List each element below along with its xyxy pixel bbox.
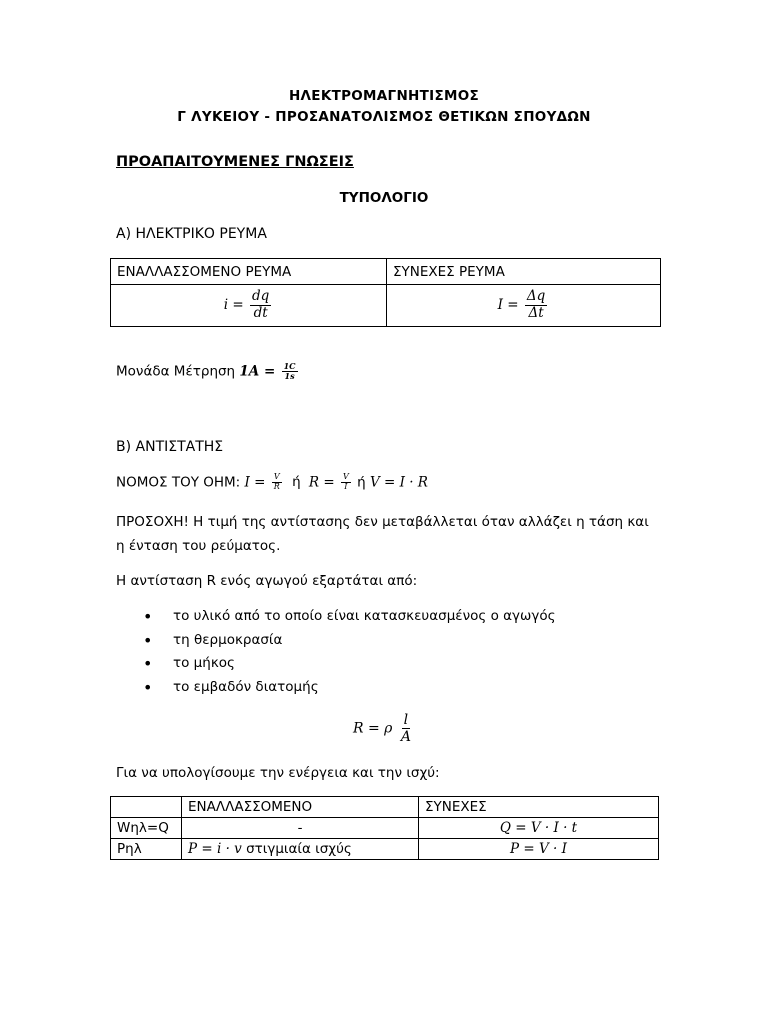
energy-table-header-dc: ΣΥΝΕΧΕΣ — [419, 797, 659, 818]
ohm-formula-2-numerator: V — [343, 472, 349, 481]
energy-table-row-label-energy: Wηλ=Q — [111, 818, 182, 839]
ohm-formula-2-lhs: R = — [308, 474, 335, 491]
ac-current-numerator: dq — [251, 288, 270, 305]
resistance-depends-intro: Η αντίσταση R ενός αγωγού εξαρτάται από: — [116, 573, 418, 589]
unit-lhs: 1A = — [239, 363, 276, 380]
energy-table-corner — [111, 797, 182, 818]
ohm-formula-2-denominator: I — [344, 481, 348, 491]
current-table-ac-formula — [111, 285, 387, 327]
section-a-heading: Α) ΗΛΕΚΤΡΙΚΟ ΡΕΥΜΑ — [116, 226, 267, 242]
document-subtitle: Γ ΛΥΚΕΙΟΥ - ΠΡΟΣΑΝΑΤΟΛΙΣΜΟΣ ΘΕΤΙΚΩΝ ΣΠΟΥΔΩΝ — [177, 109, 591, 125]
energy-table-dc-power: P = V · I — [419, 839, 659, 860]
unit-numerator: 1C — [283, 361, 296, 371]
current-table-header-ac: ΕΝΑΛΛΑΣΣΟΜΕΝΟ ΡΕΥΜΑ — [111, 259, 387, 285]
prerequisites-heading: ΠΡΟΑΠΑΙΤΟΥΜΕΝΕΣ ΓΝΩΣΕΙΣ — [116, 154, 354, 170]
energy-table-row-label-power: Pηλ — [111, 839, 182, 860]
ohm-formula-1-denominator: R — [273, 481, 280, 491]
unit-denominator: 1s — [284, 370, 295, 381]
energy-table-header-ac: ΕΝΑΛΛΑΣΣΟΜΕΝΟ — [182, 797, 419, 818]
current-table — [110, 258, 661, 327]
ac-current-denominator: dt — [253, 305, 268, 321]
resistivity-denominator: A — [400, 729, 411, 746]
unit-line — [116, 362, 300, 381]
document-title: ΗΛΕΚΤΡΟΜΑΓΝΗΤΙΣΜΟΣ — [288, 88, 480, 104]
ohm-formula-1-numerator: V — [273, 472, 280, 481]
ohm-law-line — [116, 473, 428, 492]
section-b-heading: Β) ΑΝΤΙΣΤΑΤΗΣ — [116, 439, 224, 455]
dc-current-lhs: I = — [497, 297, 519, 314]
energy-power-intro: Για να υπολογίσουμε την ενέργεια και την ισχύ: — [116, 765, 440, 781]
unit-label: Μονάδα Μέτρηση — [116, 363, 236, 380]
dc-current-numerator: Δq — [526, 288, 546, 305]
energy-table-ac-power — [182, 839, 419, 860]
or-separator-1: ή — [292, 474, 301, 491]
current-table-header-dc: ΣΥΝΕΧΕΣ ΡΕΥΜΑ — [387, 259, 661, 285]
dc-current-fraction — [525, 289, 547, 321]
ac-current-fraction — [250, 289, 271, 321]
ohm-law-label: ΝΟΜΟΣ ΤΟΥ ΟΗΜ: — [116, 474, 241, 491]
list-item: • το εμβαδόν διατομής — [143, 676, 556, 700]
resistivity-lhs: R = ρ — [353, 720, 393, 737]
ac-power-formula: P = i · v — [188, 841, 242, 857]
resistivity-formula — [0, 712, 768, 745]
resistance-factors-list — [143, 605, 556, 699]
energy-power-table — [110, 796, 659, 860]
resistivity-fraction — [399, 712, 413, 745]
unit-fraction — [282, 362, 298, 381]
list-item: • το υλικό από το οποίο είναι κατασκευασμένος ο αγωγός — [143, 605, 556, 629]
or-separator-2: ή — [357, 474, 366, 491]
formulary-heading: ΤΥΠΟΛΟΓΙΟ — [339, 190, 429, 206]
list-item: • το μήκος — [143, 652, 556, 676]
energy-table-dc-energy: Q = V · I · t — [419, 818, 659, 839]
ohm-formula-1-lhs: I = — [244, 474, 266, 491]
current-table-dc-formula — [387, 285, 661, 327]
note-line-1: ΠΡΟΣΟΧΗ! Η τιμή της αντίστασης δεν μεταβάλλεται όταν αλλάζει η τάση και — [116, 514, 649, 530]
note-line-2: η ένταση του ρεύματος. — [116, 538, 281, 554]
ohm-formula-2-fraction — [341, 473, 351, 492]
dc-current-denominator: Δt — [528, 305, 544, 321]
list-item: • τη θερμοκρασία — [143, 629, 556, 653]
resistivity-numerator: l — [403, 712, 409, 728]
ac-power-description: στιγμιαία ισχύς — [246, 841, 352, 857]
ohm-formula-1-fraction — [272, 473, 282, 492]
ohm-formula-3: V = I · R — [369, 474, 428, 491]
energy-table-ac-energy: - — [182, 818, 419, 839]
ac-current-lhs: i = — [223, 297, 244, 314]
